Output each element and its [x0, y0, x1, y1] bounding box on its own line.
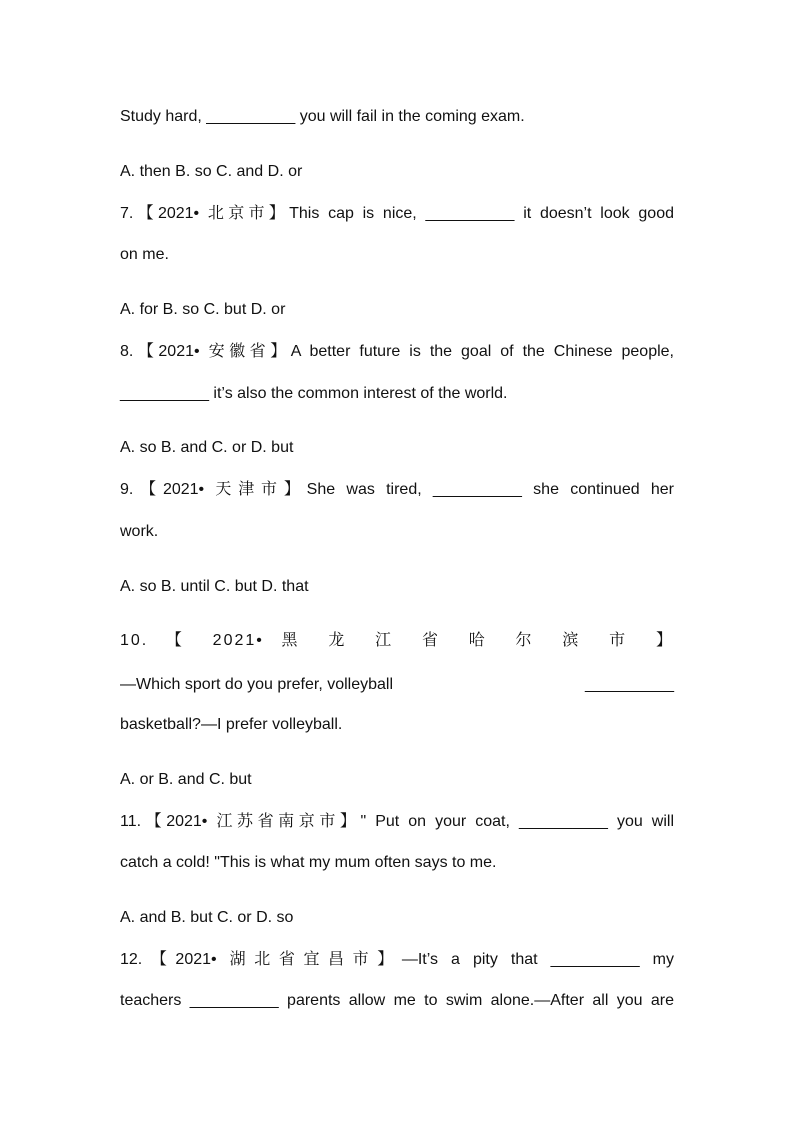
question-6-stem: Study hard, __________ you will fail in the coming exam.	[120, 108, 525, 125]
question-9-stem-line1: 9.【2021• 天津市】She was tired, __________ she continued her	[120, 481, 674, 498]
question-8-options: A. so B. and C. or D. but	[120, 439, 294, 456]
question-12-stem-line2: teachers __________ parents allow me to swim alone.—After all you are	[120, 992, 674, 1009]
question-11-options: A. and B. but C. or D. so	[120, 909, 294, 926]
question-7-stem-line1: 7.【2021• 北京市】This cap is nice, __________ it doesn’t look good	[120, 205, 674, 222]
question-7-options: A. for B. so C. but D. or	[120, 301, 286, 318]
question-7-stem-line2: on me.	[120, 246, 169, 263]
question-8-stem-line1: 8.【2021• 安徽省】A better future is the goal of the Chinese people,	[120, 343, 674, 360]
question-9-stem-line2: work.	[120, 523, 159, 540]
question-12-stem-line1: 12.【2021• 湖北省宜昌市】—It’s a pity that __________ my	[120, 951, 674, 968]
question-10-options: A. or B. and C. but	[120, 771, 252, 788]
question-10-header: 10. 【 2021• 黑 龙 江 省 哈 尔 滨 市 】	[120, 632, 674, 649]
question-10-stem-line1: —Which sport do you prefer, volleyball	[120, 676, 394, 693]
question-10-blank: __________	[585, 676, 674, 693]
question-9-options: A. so B. until C. but D. that	[120, 578, 309, 595]
question-11-stem-line1: 11.【2021• 江苏省南京市】" Put on your coat, __________ you will	[120, 813, 674, 830]
question-8-stem-line2: __________ it’s also the common interest of the world.	[120, 385, 508, 402]
question-11-stem-line2: catch a cold! "This is what my mum often says to me.	[120, 854, 497, 871]
question-6-options: A. then B. so C. and D. or	[120, 163, 303, 180]
question-10-stem-line2: basketball?—I prefer volleyball.	[120, 716, 343, 733]
